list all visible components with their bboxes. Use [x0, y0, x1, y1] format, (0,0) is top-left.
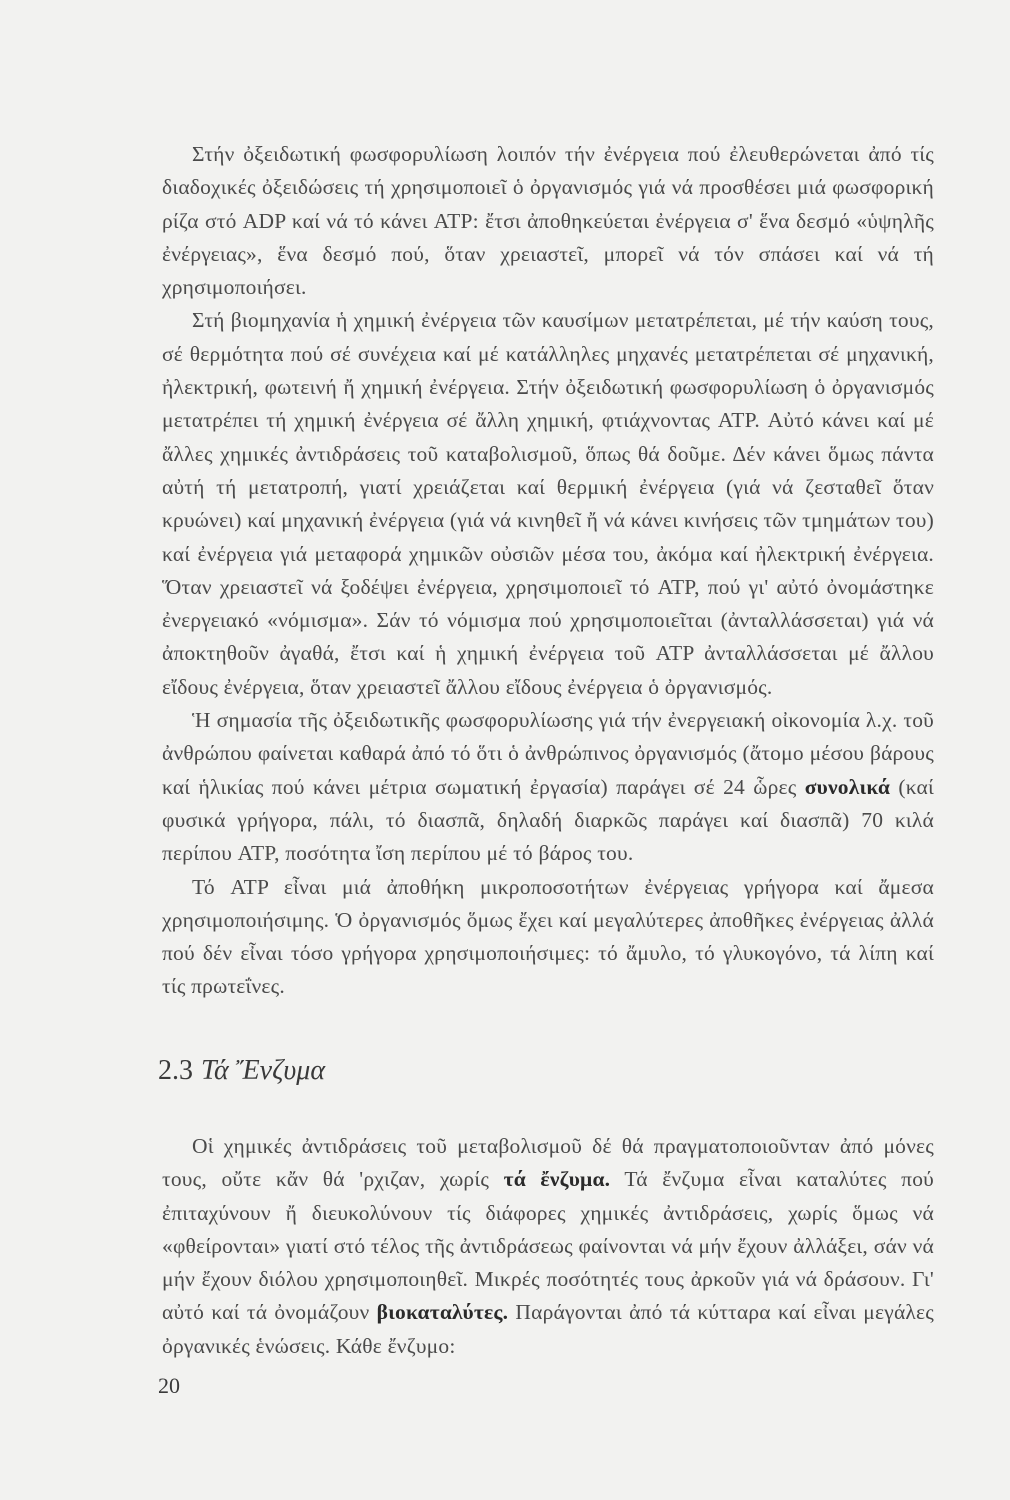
section-body-text	[162, 1130, 934, 1363]
paragraph-industry-energy: Στή βιομηχανία ἡ χημική ἐνέργεια τῶν καυσίμων μετατρέπεται, μέ τήν καύση τους, σέ θερμότητα πού σέ συνέχεια καί μέ κατάλληλες μηχανές μετατρέπεται σέ μηχανική, ἠλεκτρική, φωτεινή ἤ χημική ἐνέργεια. Στήν ὀξειδωτική φωσφορυλίωση ὁ ὀργανισμός μετατρέπει τή χημική ἐνέργεια σέ ἄλλη χημική, φτιάχνοντας ATP. Αὐτό κάνει καί μέ ἄλλες χημικές ἀντιδράσεις τοῦ καταβολισμοῦ, ὅπως θά δοῦμε. Δέν κάνει ὅμως πάντα αὐτή τή μετατροπή, γιατί χρειάζεται καί θερμική ἐνέργεια (γιά νά ζεσταθεῖ ὅταν κρυώνει) καί μηχανική ἐνέργεια (γιά νά κινηθεῖ ἤ νά κάνει κινήσεις τῶν τμημάτων του) καί ἐνέργεια γιά μεταφορά χημικῶν οὐσιῶν μέσα του, ἀκόμα καί ἠλεκτρική ἐνέργεια. Ὅταν χρειαστεῖ νά ξοδέψει ἐνέργεια, χρησιμοποιεῖ τό ATP, πού γι' αὐτό ὀνομάστηκε ἐνεργειακό «νόμισμα». Σάν τό νόμισμα πού χρησιμοποιεῖται (ἀνταλλάσσεται) γιά νά ἀποκτηθοῦν ἀγαθά, ἔτσι καί ἡ χημική ἐνέργεια τοῦ ATP ἀνταλλάσσεται μέ ἄλλου εἴδους ἐνέργεια, ὅταν χρειαστεῖ ἄλλου εἴδους ἐνέργεια ὁ ὀργανισμός.	[162, 308, 934, 699]
paragraph-oxidative-phosphorylation: Στήν ὀξειδωτική φωσφορυλίωση λοιπόν τήν ἐνέργεια πού ἐλευθερώνεται ἀπό τίς διαδοχικές ὀξειδώσεις τή χρησιμοποιεῖ ὁ ὀργανισμός γιά νά προσθέσει μιά φωσφορική ρίζα στό ADP καί νά τό κάνει ATP: ἔτσι ἀποθηκεύεται ἐνέργεια σ' ἕνα δεσμό «ὑψηλῆς ἐνέργειας», ἕνα δεσμό πού, ὅταν χρειαστεῖ, μπορεῖ νά τόν σπάσει καί νά τή χρησιμοποιήσει.	[162, 142, 934, 300]
enzymes-text-3: Παράγονται ἀπό τά κύτταρα καί εἶναι μεγάλες ὀργανικές ἑνώσεις. Κάθε ἔνζυμο:	[162, 1300, 934, 1358]
section-title: Τά Ἔνζυμα	[201, 1055, 326, 1086]
paragraph-importance-text-start: Ἡ σημασία τῆς ὀξειδωτικῆς φωσφορυλίωσης γιά τήν ἐνεργειακή οἰκονομία λ.χ. τοῦ ἀνθρώπου φαίνεται καθαρά ἀπό τό ὅτι ὁ ἀνθρώπινος ὀργανισμός (ἄτομο μέσου βάρους καί ἡλικίας πού κάνει μέτρια σωματική ἐργασία) παράγει σέ 24 ὧρες	[162, 708, 934, 799]
paragraph-atp-storage: Τό ATP εἶναι μιά ἀποθήκη μικροποσοτήτων ἐνέργειας γρήγορα καί ἄμεσα χρησιμοποιήσιμης. Ὁ ὀργανισμός ὅμως ἔχει καί μεγαλύτερες ἀποθῆκες ἐνέργειας ἀλλά πού δέν εἶναι τόσο γρήγορα χρησιμοποιήσιμες: τό ἄμυλο, τό γλυκογόνο, τά λίπη καί τίς πρωτεΐνες.	[162, 874, 934, 999]
enzymes-text-1: Οἱ χημικές ἀντιδράσεις τοῦ μεταβολισμοῦ δέ θά πραγματοποιοῦνταν ἀπό μόνες τους, οὔτε κἄν θά 'ρχιζαν, χωρίς	[162, 1134, 934, 1192]
enzymes-text-2: Τά ἔνζυμα εἶναι καταλύτες πού ἐπιταχύνουν ἤ διευκολύνουν τίς διάφορες χημικές ἀντιδράσεις, χωρίς ὅμως νά «φθείρονται» γιατί στό τέλος τῆς ἀντιδράσεως φαίνονται νά μήν ἔχουν ἀλλάξει, σάν νά μήν ἔχουν διόλου χρησιμοποιηθεῖ. Μικρές ποσότητές τους ἀρκοῦν γιά νά δράσουν. Γι' αὐτό καί τά ὀνομάζουν	[162, 1167, 934, 1325]
section-heading	[158, 1055, 325, 1087]
page-number: 20	[158, 1373, 180, 1398]
section-number: 2.3	[158, 1055, 193, 1086]
body-text-block	[162, 138, 934, 1004]
bold-term-biocatalysts: βιοκαταλύτες.	[376, 1300, 509, 1325]
paragraph-importance	[162, 704, 934, 870]
bold-term-synolika: συνολικά	[804, 774, 891, 799]
bold-term-enzymes: τά ἔνζυμα.	[503, 1167, 611, 1192]
paragraph-enzymes	[162, 1130, 934, 1363]
paragraph-importance-text-end: (καί φυσικά γρήγορα, πάλι, τό διασπᾶ, δηλαδή διαρκῶς παράγει καί διασπᾶ) 70 κιλά περίπου ATP, ποσότητα ἴση περίπου μέ τό βάρος του.	[162, 774, 934, 866]
